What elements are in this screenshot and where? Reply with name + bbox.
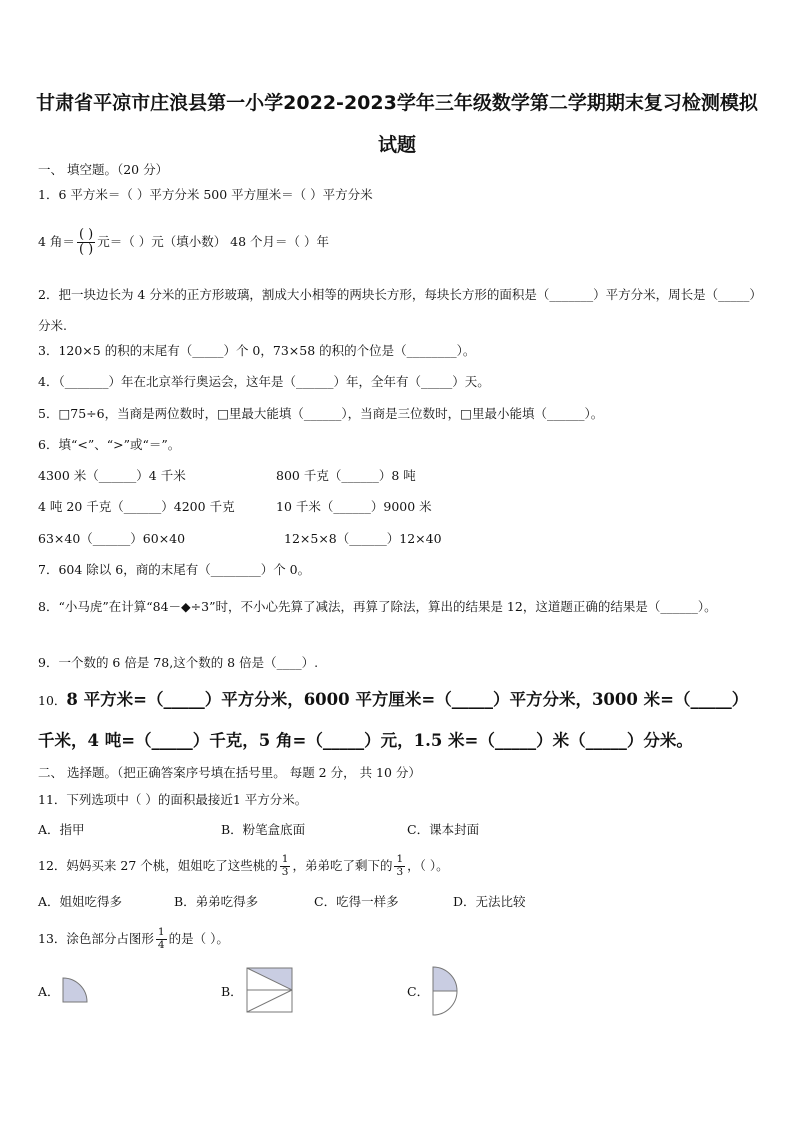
q13-option-b-label: B． xyxy=(221,984,243,999)
q11-option-b: B．粉笔盒底面 xyxy=(221,822,306,837)
q13-option-a-label: A． xyxy=(38,984,60,999)
q12-frac1-den: 3 xyxy=(281,866,289,878)
q12-option-c: C．吃得一样多 xyxy=(314,894,399,909)
question-1-line-b xyxy=(38,220,329,264)
q10-number: 10． xyxy=(38,693,67,708)
question-9: 9．一个数的 6 倍是 78,这个数的 8 倍是（____）. xyxy=(38,655,319,670)
q11-option-c: C．课本封面 xyxy=(407,822,480,837)
q12-fraction-1 xyxy=(280,854,291,878)
q1b-post: 元＝（ ）元（填小数） 48 个月＝（ ）年 xyxy=(97,234,330,249)
divided-square-figure xyxy=(245,966,295,1014)
exam-title-cont: 试题 xyxy=(377,134,416,156)
question-5: 5．□75÷6，当商是两位数时，□里最大能填（______），当商是三位数时，□里最小能填（______）。 xyxy=(38,406,604,421)
q12-option-d: D．无法比较 xyxy=(453,894,526,909)
q11-option-a: A．指甲 xyxy=(38,822,85,837)
q1b-pre: 4 角＝ xyxy=(38,234,75,249)
question-4: 4．（_______）年在北京举行奥运会，这年是（______）年，全年有（_____）天。 xyxy=(38,374,490,389)
question-13 xyxy=(38,922,229,956)
q12-option-b: B．弟弟吃得多 xyxy=(174,894,259,909)
exam-title: 甘肃省平凉市庄浪县第一小学2022-2023学年三年级数学第二学期期末复习检测模拟 xyxy=(36,92,758,114)
q12-frac2-num: 1 xyxy=(396,853,404,866)
q13-pre: 13．涂色部分占图形 xyxy=(38,931,154,946)
question-2: 2．把一块边长为 4 分米的正方形玻璃，割成大小相等的两块长方形，每块长方形的面积是（_______）平方分米，周长是（_____）分米. xyxy=(38,287,756,333)
q13-frac-num: 1 xyxy=(157,926,165,939)
q1b-fraction xyxy=(77,228,95,258)
question-6-row-3b: 12×5×8（______）12×40 xyxy=(284,531,442,546)
semicircle-figure xyxy=(430,964,462,1018)
q1b-numerator: ( ) xyxy=(78,226,94,242)
q12-option-a: A．姐姐吃得多 xyxy=(38,894,123,909)
q10-text-a: 8 平方米=（_____）平方分米，6000 平方厘米=（_____）平方分米，3000 米=（_____） xyxy=(66,690,749,709)
q13-post: 的是（ ）。 xyxy=(168,931,229,946)
quarter-circle-figure xyxy=(60,975,90,1005)
section-2-heading: 二、 选择题。（把正确答案序号填在括号里。 每题 2 分， 共 10 分） xyxy=(38,765,421,780)
q13-fraction xyxy=(156,927,167,951)
question-6-row-2a: 4 吨 20 千克（______）4200 千克 xyxy=(38,499,235,514)
question-6-row-3a: 63×40（______）60×40 xyxy=(38,531,186,546)
q1b-denominator: ( ) xyxy=(78,242,94,257)
question-1-line-a: 1．6 平方米＝（ ）平方分米 500 平方厘米＝（ ）平方分米 xyxy=(38,187,373,202)
q12-pre: 12．妈妈买来 27 个桃，姐姐吃了这些桃的 xyxy=(38,858,278,873)
quarter-circle-shape xyxy=(63,978,87,1002)
question-10-line-b: 千米，4 吨=（_____）千克，5 角=（_____）元，1.5 米=（_____）米（_____）分米。 xyxy=(38,731,693,750)
q13-option-c-label: C． xyxy=(407,984,430,999)
semicircle-empty-quarter xyxy=(433,991,457,1015)
question-6-row-2b: 10 千米（______）9000 米 xyxy=(276,499,432,514)
question-8: 8．“小马虎”在计算“84－◆÷3”时，不小心先算了减法，再算了除法，算出的结果是 12，这道题正确的结果是（______）。 xyxy=(38,599,717,614)
q13-frac-den: 4 xyxy=(157,939,165,951)
question-6-row-1a: 4300 米（______）4 千米 xyxy=(38,468,186,483)
question-11: 11．下列选项中（ ）的面积最接近1 平方分米。 xyxy=(38,792,308,807)
question-7: 7．604 除以 6，商的末尾有（________）个 0。 xyxy=(38,562,311,577)
question-6-row-1b: 800 千克（______）8 吨 xyxy=(276,468,416,483)
question-12 xyxy=(38,850,449,882)
q12-mid: ，弟弟吃了剩下的 xyxy=(292,858,393,873)
semicircle-shaded-quarter xyxy=(433,967,457,991)
question-10-line-a xyxy=(38,688,748,714)
q12-fraction-2 xyxy=(394,854,405,878)
question-6: 6．填“<”、“>”或“＝”。 xyxy=(38,437,181,452)
q12-post: ，（ ）。 xyxy=(407,858,449,873)
q12-frac1-num: 1 xyxy=(281,853,289,866)
question-3: 3．120×5 的积的末尾有（_____）个 0，73×58 的积的个位是（________）。 xyxy=(38,343,476,358)
section-1-heading: 一、 填空题。（20 分） xyxy=(38,162,169,177)
q12-frac2-den: 3 xyxy=(396,866,404,878)
